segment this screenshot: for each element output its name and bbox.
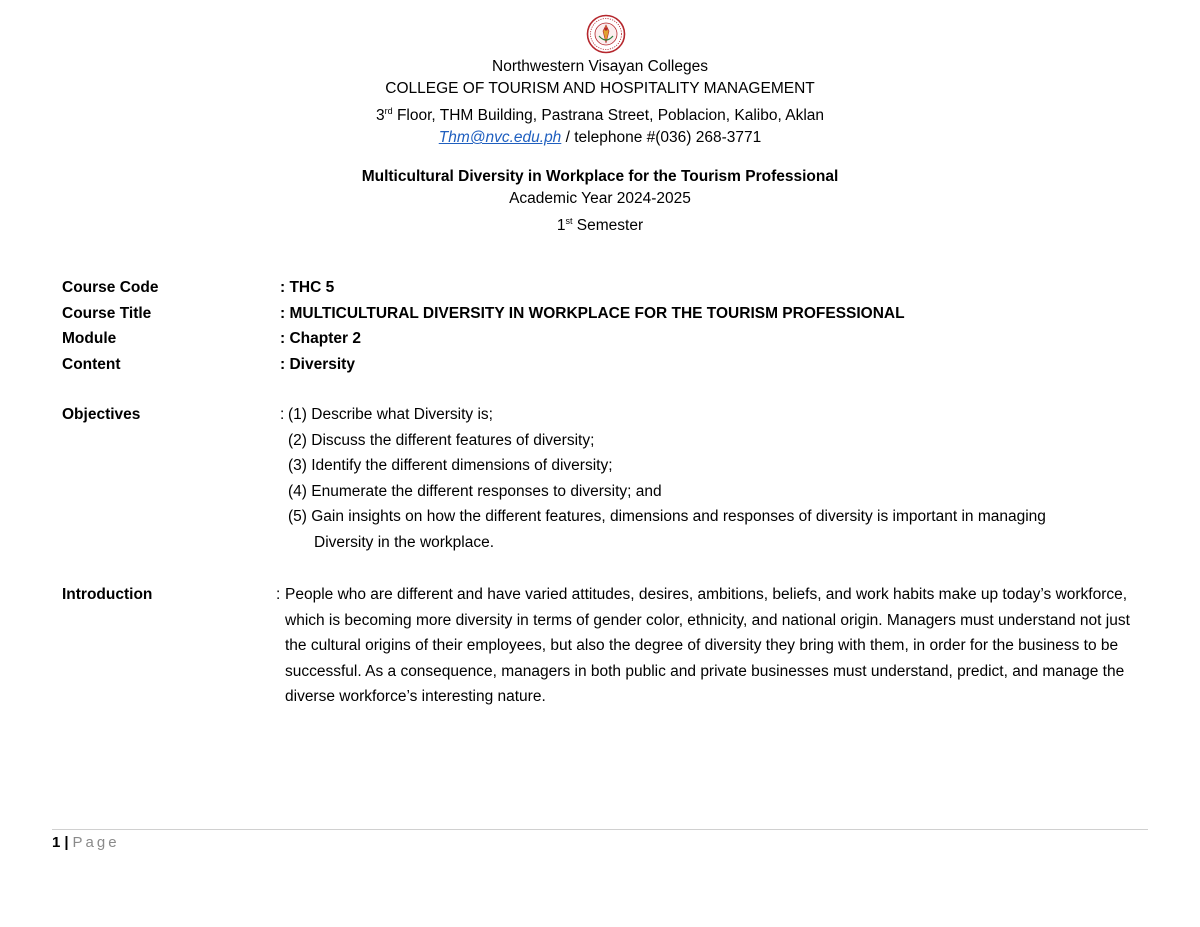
list-item: (2) Discuss the different features of diversity; <box>288 431 595 449</box>
list-item-continuation: Diversity in the workplace. <box>314 533 495 551</box>
field-value: : Diversity <box>280 356 355 373</box>
list-item: (4) Enumerate the different responses to diversity; and <box>288 482 662 500</box>
field-value: : MULTICULTURAL DIVERSITY IN WORKPLACE FOR THE TOURISM PROFESSIONAL <box>280 305 905 322</box>
college-name: COLLEGE OF TOURISM AND HOSPITALITY MANAGEMENT <box>385 80 815 97</box>
field-label: Content <box>62 356 121 373</box>
page-word: Page <box>72 834 120 851</box>
introduction-label: Introduction <box>62 586 153 603</box>
academic-year: Academic Year 2024-2025 <box>509 190 691 207</box>
college-seal-icon <box>586 14 626 54</box>
school-name: Northwestern Visayan Colleges <box>492 58 708 75</box>
footer-separator: | <box>64 834 69 851</box>
page-footer <box>52 833 120 853</box>
footer-divider <box>52 829 1148 830</box>
field-label: Course Title <box>62 305 152 322</box>
school-header <box>0 56 1200 149</box>
list-item: (1) Describe what Diversity is; <box>288 406 493 423</box>
school-address: 3rd Floor, THM Building, Pastrana Street, Poblacion, Kalibo, Aklan <box>376 106 824 125</box>
field-label: Module <box>62 330 117 347</box>
contact-line <box>0 127 1200 149</box>
field-value: : THC 5 <box>280 279 335 296</box>
field-label: Course Code <box>62 279 159 296</box>
objectives-list <box>288 402 1046 555</box>
field-value: : Chapter 2 <box>280 330 361 347</box>
course-heading <box>0 166 1200 237</box>
email-link[interactable]: Thm@nvc.edu.ph <box>438 129 562 147</box>
objectives-colon: : <box>280 406 285 423</box>
objectives-label: Objectives <box>62 406 141 423</box>
introduction-colon: : <box>276 586 281 603</box>
telephone: / telephone #(036) 268-3771 <box>561 129 762 147</box>
semester: 1st Semester <box>556 216 644 235</box>
list-item: (5) Gain insights on how the different features, dimensions and responses of diversity is important in managing <box>288 508 1046 525</box>
introduction-text: People who are different and have varied attitudes, desires, ambitions, beliefs, and work habits make up today’s workforce, which is becoming more diversity in terms of gender color, ethnicity, and national origin. Managers must understand not just the cultural origins of their employees, but also the degree of diversity they bring with them, in order for the business to be successful. As a consequence, managers in both public and private businesses must understand, predict, and manage the diverse workforce’s interesting nature. <box>285 586 1130 706</box>
list-item: (3) Identify the different dimensions of diversity; <box>288 457 613 474</box>
course-heading-title: Multicultural Diversity in Workplace for the Tourism Professional <box>361 168 839 185</box>
page-number: 1 <box>52 834 61 851</box>
